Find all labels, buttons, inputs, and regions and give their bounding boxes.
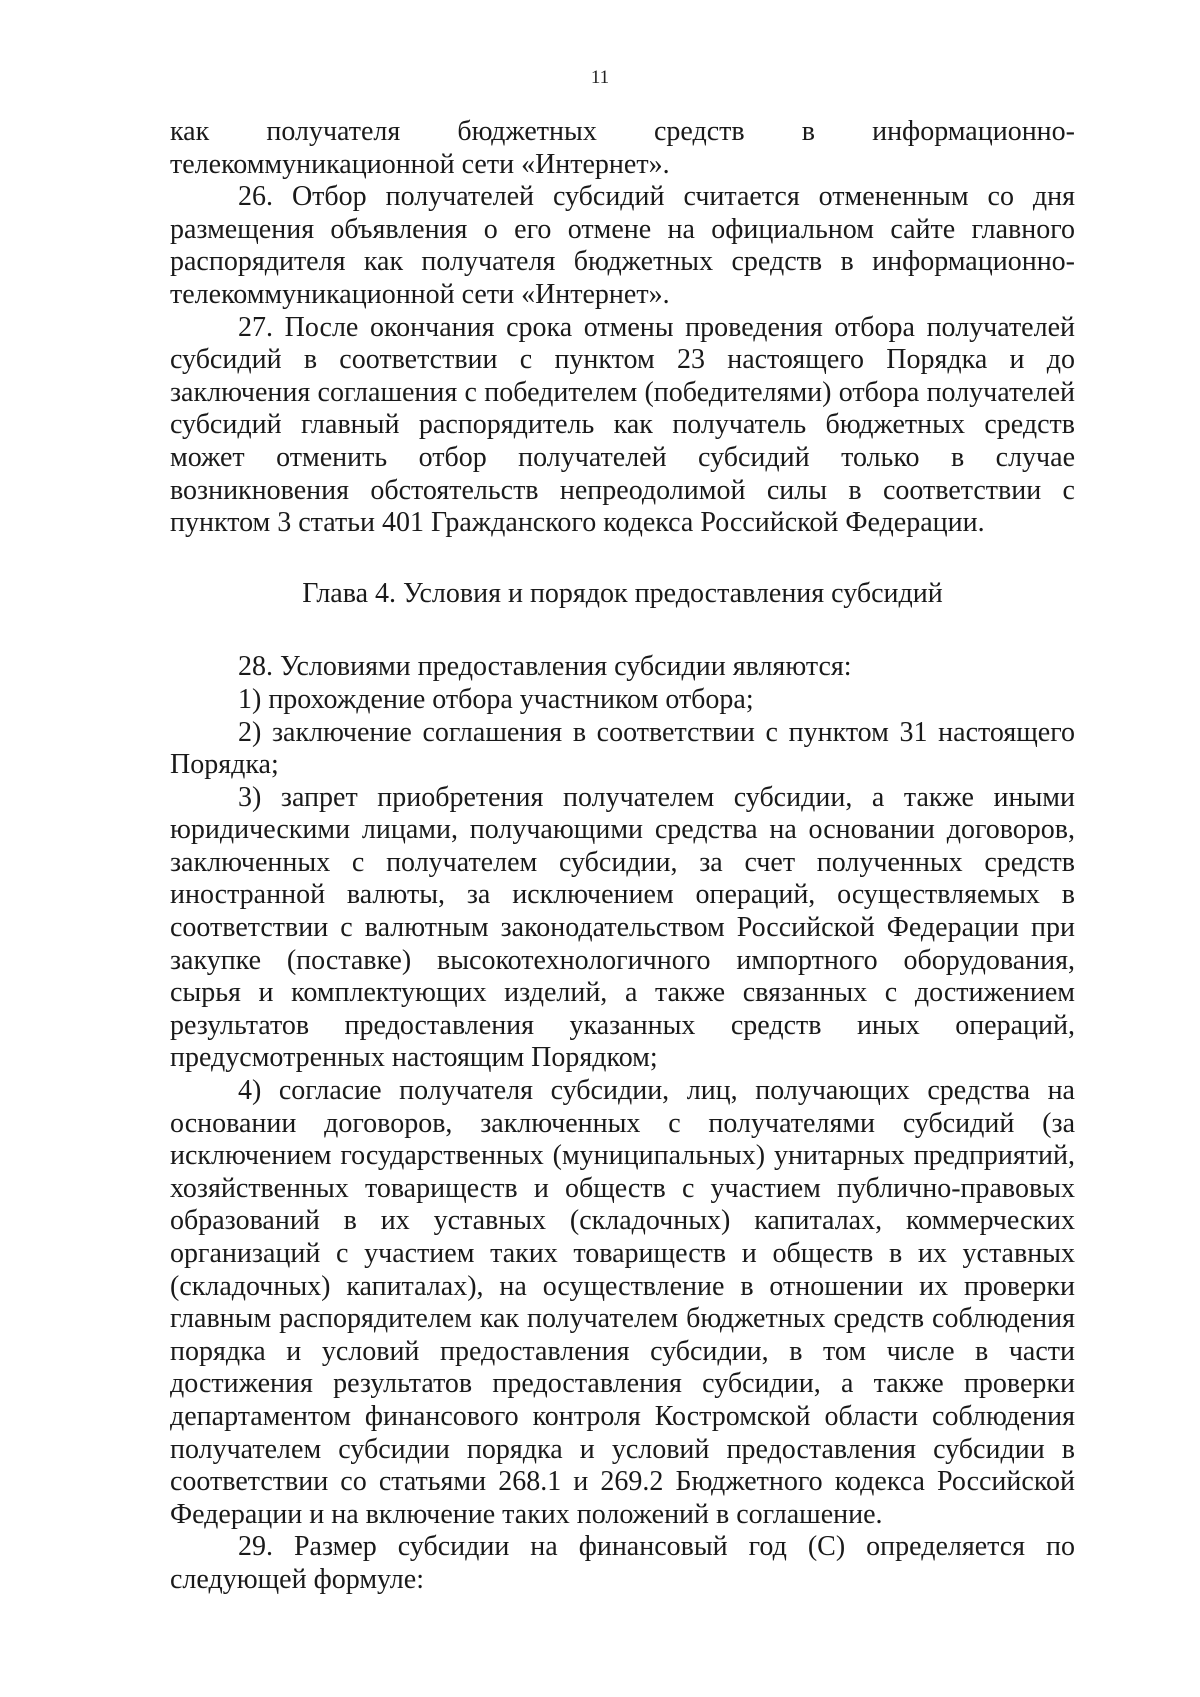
document-body [170,116,1075,1597]
paragraph-26: 26. Отбор получателей субсидий считается отмененным со дня размещения объявления о его отмене на официальном сайте главного распорядителя как получателя бюджетных средств в информационно-телекоммуникационной сети «Интернет». [170,181,1075,310]
paragraph-28-item-4: 4) согласие получателя субсидии, лиц, получающих средства на основании договоров, заключенных с получателями субсидий (за исключением государственных (муниципальных) унитарных предприятий, хозяйственных товариществ и обществ с участием публично-правовых образований в их уставных (складочных) капиталах, коммерческих организаций с участием таких товариществ и обществ в их уставных (складочных) капиталах), на осуществление в отношении их проверки главным распорядителем как получателем бюджетных средств соблюдения порядка и условий предоставления субсидии, в том числе в части достижения результатов предоставления субсидии, а также проверки департаментом финансового контроля Костромской области соблюдения получателем субсидии порядка и условий предоставления субсидии в соответствии со статьями 268.1 и 269.2 Бюджетного кодекса Российской Федерации и на включение таких положений в соглашение. [170,1075,1075,1530]
paragraph-28-item-2: 2) заключение соглашения в соответствии с пунктом 31 настоящего Порядка; [170,716,1075,781]
paragraph-continuation-line-1: как получателя бюджетных средств в информационно- [170,116,1075,147]
paragraph-continuation-line-2: телекоммуникационной сети «Интернет». [170,148,670,180]
paragraph-27: 27. После окончания срока отмены проведения отбора получателей субсидий в соответствии с пунктом 23 настоящего Порядка и до заключения соглашения с победителем (победителями) отбора получателей субсидий главный распорядитель как получатель бюджетных средств может отменить отбор получателей субсидий только в случае возникновения обстоятельств непреодолимой силы в соответствии с пунктом 3 статьи 401 Гражданского кодекса Российской Федерации. [170,311,1075,539]
paragraph-28-item-3: 3) запрет приобретения получателем субсидии, а также иными юридическими лицами, получающими средства на основании договоров, заключенных с получателем субсидии, за счет полученных средств иностранной валюты, за исключением операций, осуществляемых в соответствии с валютным законодательством Российской Федерации при закупке (поставке) высокотехнологичного импортного оборудования, сырья и комплектующих изделий, а также связанных с достижением результатов предоставления указанных средств иных операций, предусмотренных настоящим Порядком; [170,781,1075,1074]
paragraph-28-item-1: 1) прохождение отбора участником отбора; [238,683,754,715]
paragraph-28: 28. Условиями предоставления субсидии являются: [238,651,852,683]
page-number: 11 [590,67,610,88]
paragraph-29: 29. Размер субсидии на финансовый год (С) определяется по следующей формуле: [170,1531,1075,1595]
chapter-title: Глава 4. Условия и порядок предоставления субсидий [302,577,943,609]
